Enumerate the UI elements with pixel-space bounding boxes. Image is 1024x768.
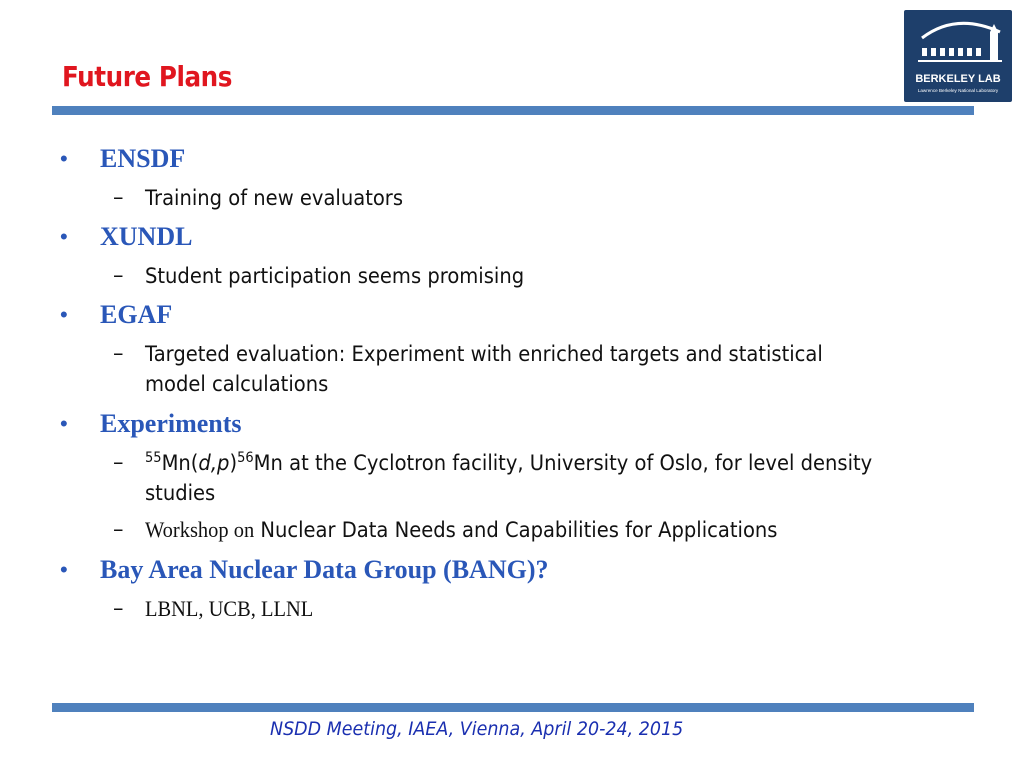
berkeley-lab-logo [904,10,1012,102]
slide-footer: NSDD Meeting, IAEA, Vienna, April 20-24, 2015 [270,718,684,740]
header-rule [52,106,974,115]
dash-mark: – [113,450,124,474]
sub-item-labs: LBNL, UCB, LLNL [145,596,314,621]
sub-item-targeted-evaluation: Targeted evaluation: Experiment with enriched targets and statistical model calculations [145,342,823,396]
bullet-dot: • [60,146,68,171]
sub-item-student: Student participation seems promising [145,264,525,288]
dash-mark: – [113,341,124,365]
sub-item-training: Training of new evaluators [145,186,404,210]
bullet-heading-egaf: EGAF [100,300,173,329]
slide-title: Future Plans [62,60,232,93]
bullet-dot: • [60,411,68,436]
sub-item-oslo-experiment: $^{55}Mn(d,p)^{56}Mn$ at the Cyclotron facility, University of Oslo, for level density studies [145,450,873,505]
dash-mark: – [113,185,124,209]
bullet-heading-experiments: Experiments [100,409,242,438]
logo-name: BERKELEY LAB [915,73,1001,85]
dash-mark: – [113,263,124,287]
dash-mark: – [113,517,124,541]
bullet-heading-ensdf: ENSDF [100,144,186,173]
footer-rule [52,703,974,712]
bullet-heading-xundl: XUNDL [100,222,193,251]
bullet-dot: • [60,224,68,249]
bullet-heading-bang: Bay Area Nuclear Data Group (BANG)? [100,555,549,584]
bullet-dot: • [60,302,68,327]
sub-item-workshop: Workshop on Nuclear Data Needs and Capabilities for Applications [145,517,778,542]
logo-subtitle: Lawrence Berkeley National Laboratory [917,88,999,93]
dash-mark: – [113,596,124,620]
bullet-dot: • [60,557,68,582]
